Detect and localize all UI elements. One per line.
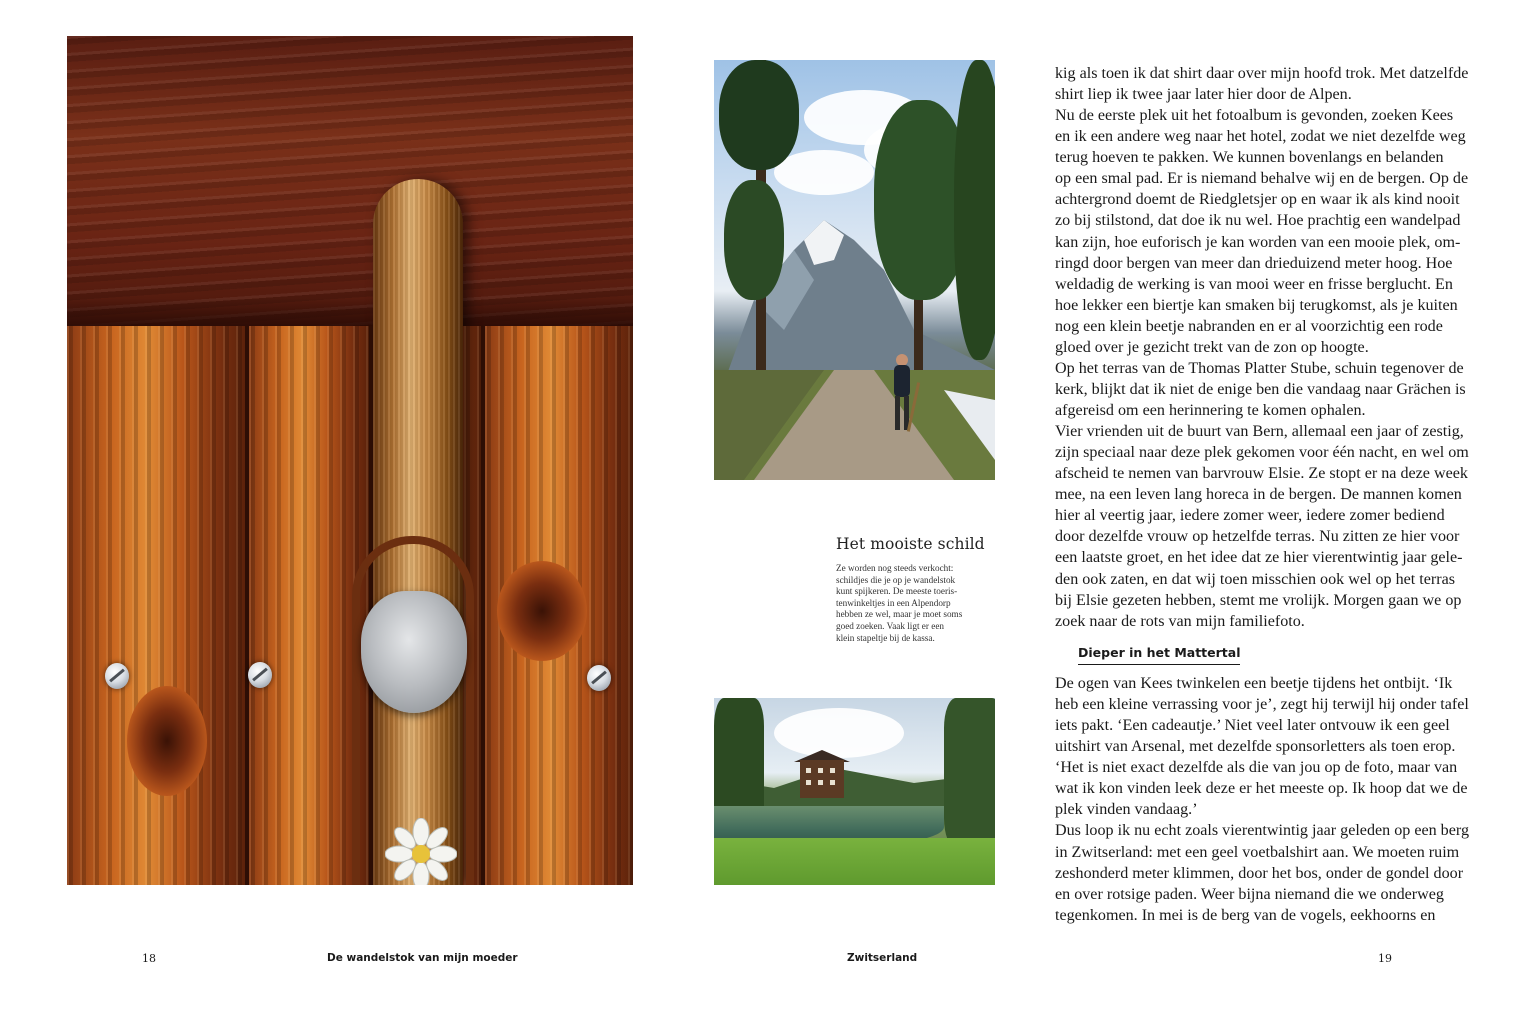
caption-line: Ze worden nog steeds verkocht:: [836, 563, 954, 573]
caption-line: klein stapeltje bij de kassa.: [836, 632, 935, 643]
book-title-footer: De wandelstok van mijn moeder: [327, 952, 518, 964]
section-heading: Dieper in het Mattertal: [1078, 645, 1240, 665]
article-line: en over rotsige paden. Weer bijna niemand die we onderweg: [1055, 885, 1444, 903]
article-line: zo bij stilstond, dat doe ik nu wel. Hoe prachtig een wandelpad: [1055, 212, 1461, 230]
article-line: kig als toen ik dat shirt daar over mijn hoofd trok. Met datzelfde: [1055, 65, 1469, 82]
article-line: nog een klein beetje nabranden en er al voorzichtig een rode: [1055, 317, 1443, 335]
article-line: Nu de eerste plek uit het fotoalbum is gevonden, zoeken Kees: [1055, 107, 1454, 125]
article-line: op een smal pad. Er is niemand behalve wij en de bergen. Op de: [1055, 170, 1469, 188]
right-page-number: 19: [1378, 952, 1392, 965]
article-line: De ogen van Kees twinkelen een beetje tijdens het ontbijt. ‘Ik: [1055, 675, 1453, 692]
edelweiss-icon: [385, 818, 457, 885]
article-line: Vier vrienden uit de buurt van Bern, allemaal een jaar of zestig,: [1055, 423, 1464, 441]
article-line: zoek naar de rots van mijn familiefoto.: [1055, 612, 1305, 630]
caption-line: kunt spijkeren. De meeste toeris-: [836, 586, 958, 597]
article-line: en ik een andere weg naar het hotel, zodat we niet dezelfde weg: [1055, 128, 1466, 146]
caption-body: [836, 563, 996, 644]
article-line: gloed over je gezicht trekt van de zon op hoogte.: [1055, 338, 1369, 356]
article-line: mee, na een leven lang horeca in de bergen. De mannen komen: [1055, 486, 1462, 504]
article-line: Op het terras van de Thomas Platter Stube, schuin tegenover de: [1055, 359, 1464, 377]
article-body-bottom: [1055, 673, 1495, 926]
article-line: ringd door bergen van meer dan drieduizend meter hoog. Hoe: [1055, 254, 1453, 272]
article-line: zijn speciaal naar deze plek gekomen voor één nacht, en wel om: [1055, 444, 1469, 462]
article-line: heb een kleine verrassing voor je’, zegt hij terwijl hij onder tafel: [1055, 696, 1469, 714]
article-line: hier al veertig jaar, iedere zomer weer, iedere zomer bediend: [1055, 507, 1445, 525]
article-line: uitshirt van Arsenal, met dezelfde sponsorletters als toen erop.: [1055, 738, 1456, 756]
article-line: den ook zaten, en dat wij toen misschien ook wel op het terras: [1055, 570, 1455, 588]
caption-title: Het mooiste schild: [836, 535, 985, 553]
caption-line: tenwinkeltjes in een Alpendorp: [836, 597, 951, 608]
walking-stick-photo: [67, 36, 633, 885]
article-line: kerk, blijkt dat ik niet de enige ben die vandaag naar Grächen is: [1055, 380, 1466, 398]
article-line: door dezelfde vrouw op hetzelfde terras. Nu zitten ze hier voor: [1055, 528, 1460, 546]
article-line: iets pakt. ‘Een cadeautje.’ Niet veel later ontvouw ik een geel: [1055, 717, 1450, 735]
article-line: tegenkomen. In mei is de berg van de vogels, eekhoorns en: [1055, 906, 1436, 924]
article-line: bij Elsie gezeten hebben, stemt me vrolijk. Morgen gaan we op: [1055, 591, 1462, 609]
article-line: zeshonderd meter klimmen, door het bos, onder de gondel door: [1055, 864, 1464, 882]
article-line: terug hoeven te pakken. We kunnen bovenlangs en belanden: [1055, 149, 1444, 167]
mountain-lake-photo: [714, 698, 995, 885]
article-line: kan zijn, hoe euforisch je kan worden van een mooie plek, om-: [1055, 233, 1461, 251]
article-line: wat ik kon vinden leek deze er het meeste op. Ik hoop dat we de: [1055, 780, 1468, 798]
article-line: afscheid te nemen van barvrouw Elsie. Ze stopt er na deze week: [1055, 465, 1468, 483]
caption-line: hebben ze wel, maar je moet soms: [836, 609, 963, 620]
article-line: Dus loop ik nu echt zoals vierentwintig jaar geleden op een berg: [1055, 822, 1469, 840]
article-line: hoe lekker een biertje kan smaken bij terugkomst, als je kuiten: [1055, 296, 1458, 314]
article-line: weldadig de werking is van mooi weer en frisse berglucht. En: [1055, 275, 1453, 293]
article-line: een laatste groet, en het idee dat ze hier vierentwintig jaar gele-: [1055, 549, 1463, 567]
left-page-number: 18: [142, 952, 156, 965]
caption-line: goed zoeken. Vaak ligt er een: [836, 620, 944, 631]
article-line: shirt liep ik twee jaar later hier door de Alpen.: [1055, 86, 1352, 104]
forest-path-photo: [714, 60, 995, 480]
section-title-footer: Zwitserland: [847, 952, 918, 964]
article-line: achtergrond doemt de Riedgletsjer op en waar ik als kind nooit: [1055, 191, 1460, 209]
article-body-top: [1055, 63, 1495, 632]
article-line: plek vinden vandaag.’: [1055, 801, 1198, 819]
article-line: afgereisd om een herinnering te komen ophalen.: [1055, 402, 1366, 419]
article-line: ‘Het is niet exact dezelfde als die van jou op de foto, maar van: [1055, 759, 1458, 777]
caption-line: schildjes die je op je wandelstok: [836, 574, 956, 585]
cow-shield-badge: [361, 591, 467, 713]
article-line: in Zwitserland: met een geel voetbalshirt aan. We moeten ruim: [1055, 843, 1460, 861]
